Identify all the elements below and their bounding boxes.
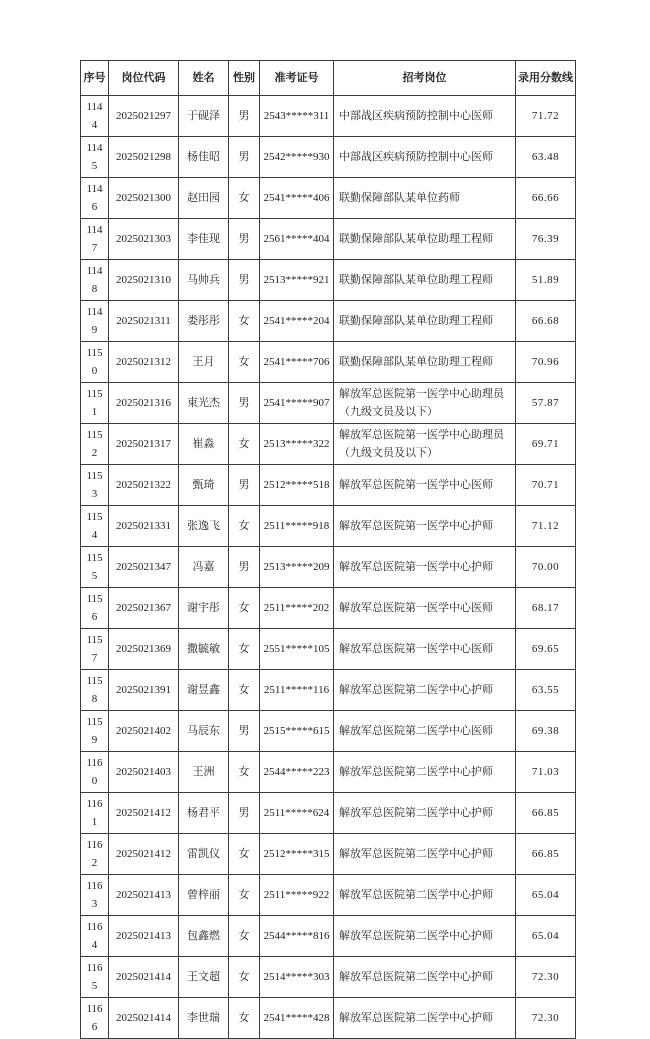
- cell-score: 70.00: [516, 547, 576, 588]
- cell-serial: 1160: [81, 752, 109, 793]
- cell-name: 马辰东: [179, 711, 229, 752]
- cell-serial: 1144: [81, 96, 109, 137]
- cell-serial: 1153: [81, 465, 109, 506]
- cell-position: 联勤保障部队某单位助理工程师: [334, 342, 516, 383]
- cell-serial: 1157: [81, 629, 109, 670]
- cell-code: 2025021312: [109, 342, 179, 383]
- cell-gender: 女: [229, 178, 260, 219]
- admission-score-table: [80, 60, 576, 1039]
- cell-code: 2025021369: [109, 629, 179, 670]
- cell-score: 71.72: [516, 96, 576, 137]
- header-cell-serial: 序号: [81, 61, 109, 96]
- cell-position: 解放军总医院第一医学中心助理员（九级文员及以下）: [334, 383, 516, 424]
- table-row: [81, 547, 576, 588]
- cell-ticket: 2561*****404: [260, 219, 334, 260]
- cell-position: 解放军总医院第一医学中心医师: [334, 465, 516, 506]
- table-row: [81, 711, 576, 752]
- cell-code: 2025021331: [109, 506, 179, 547]
- cell-position: 中部战区疾病预防控制中心医师: [334, 96, 516, 137]
- cell-score: 57.87: [516, 383, 576, 424]
- cell-gender: 女: [229, 670, 260, 711]
- table-row: [81, 670, 576, 711]
- table-row: [81, 219, 576, 260]
- cell-gender: 女: [229, 629, 260, 670]
- cell-score: 66.85: [516, 834, 576, 875]
- cell-position: 联勤保障部队某单位助理工程师: [334, 301, 516, 342]
- table-row: [81, 96, 576, 137]
- header-cell-ticket: 准考证号: [260, 61, 334, 96]
- cell-gender: 女: [229, 424, 260, 465]
- cell-position: 解放军总医院第一医学中心护师: [334, 506, 516, 547]
- cell-position: 解放军总医院第二医学中心护师: [334, 752, 516, 793]
- cell-serial: 1150: [81, 342, 109, 383]
- cell-name: 娄彤彤: [179, 301, 229, 342]
- cell-code: 2025021403: [109, 752, 179, 793]
- cell-position: 解放军总医院第二医学中心护师: [334, 793, 516, 834]
- cell-serial: 1149: [81, 301, 109, 342]
- cell-position: 联勤保障部队某单位药师: [334, 178, 516, 219]
- cell-name: 张逸飞: [179, 506, 229, 547]
- cell-position: 解放军总医院第二医学中心护师: [334, 998, 516, 1039]
- cell-name: 马帅兵: [179, 260, 229, 301]
- cell-position: 解放军总医院第一医学中心医师: [334, 629, 516, 670]
- cell-position: 解放军总医院第二医学中心护师: [334, 875, 516, 916]
- cell-score: 70.96: [516, 342, 576, 383]
- cell-score: 71.03: [516, 752, 576, 793]
- cell-serial: 1146: [81, 178, 109, 219]
- cell-gender: 女: [229, 916, 260, 957]
- header-cell-code: 岗位代码: [109, 61, 179, 96]
- cell-position: 解放军总医院第一医学中心医师: [334, 588, 516, 629]
- cell-serial: 1164: [81, 916, 109, 957]
- cell-serial: 1161: [81, 793, 109, 834]
- cell-code: 2025021298: [109, 137, 179, 178]
- cell-name: 王洲: [179, 752, 229, 793]
- cell-ticket: 2515*****615: [260, 711, 334, 752]
- cell-ticket: 2541*****204: [260, 301, 334, 342]
- cell-code: 2025021414: [109, 957, 179, 998]
- cell-score: 66.68: [516, 301, 576, 342]
- cell-name: 李佳现: [179, 219, 229, 260]
- table-row: [81, 260, 576, 301]
- cell-position: 解放军总医院第二医学中心护师: [334, 957, 516, 998]
- header-cell-gender: 性别: [229, 61, 260, 96]
- cell-name: 曾梓丽: [179, 875, 229, 916]
- cell-code: 2025021316: [109, 383, 179, 424]
- cell-serial: 1154: [81, 506, 109, 547]
- cell-ticket: 2513*****921: [260, 260, 334, 301]
- cell-code: 2025021391: [109, 670, 179, 711]
- cell-serial: 1147: [81, 219, 109, 260]
- table-row: [81, 342, 576, 383]
- table-row: [81, 752, 576, 793]
- cell-score: 72.30: [516, 957, 576, 998]
- cell-code: 2025021347: [109, 547, 179, 588]
- cell-gender: 女: [229, 752, 260, 793]
- cell-serial: 1162: [81, 834, 109, 875]
- cell-gender: 女: [229, 957, 260, 998]
- cell-name: 甄琦: [179, 465, 229, 506]
- table-row: [81, 424, 576, 465]
- cell-position: 中部战区疾病预防控制中心医师: [334, 137, 516, 178]
- cell-gender: 男: [229, 465, 260, 506]
- cell-name: 束光杰: [179, 383, 229, 424]
- cell-code: 2025021311: [109, 301, 179, 342]
- cell-code: 2025021402: [109, 711, 179, 752]
- cell-name: 崔淼: [179, 424, 229, 465]
- cell-score: 66.66: [516, 178, 576, 219]
- table-row: [81, 506, 576, 547]
- cell-gender: 男: [229, 137, 260, 178]
- cell-gender: 女: [229, 588, 260, 629]
- cell-name: 包鑫燃: [179, 916, 229, 957]
- cell-ticket: 2541*****907: [260, 383, 334, 424]
- cell-ticket: 2511*****918: [260, 506, 334, 547]
- table-body: [81, 96, 576, 1039]
- cell-serial: 1145: [81, 137, 109, 178]
- cell-score: 65.04: [516, 916, 576, 957]
- cell-code: 2025021412: [109, 793, 179, 834]
- cell-score: 69.38: [516, 711, 576, 752]
- cell-name: 赵田园: [179, 178, 229, 219]
- cell-ticket: 2511*****624: [260, 793, 334, 834]
- table-row: [81, 998, 576, 1039]
- cell-serial: 1152: [81, 424, 109, 465]
- cell-name: 谢宇彤: [179, 588, 229, 629]
- cell-gender: 男: [229, 383, 260, 424]
- cell-code: 2025021367: [109, 588, 179, 629]
- header-cell-score: 录用分数线: [516, 61, 576, 96]
- cell-gender: 女: [229, 834, 260, 875]
- cell-gender: 女: [229, 875, 260, 916]
- table-row: [81, 957, 576, 998]
- cell-serial: 1151: [81, 383, 109, 424]
- cell-ticket: 2541*****428: [260, 998, 334, 1039]
- cell-score: 72.30: [516, 998, 576, 1039]
- cell-position: 联勤保障部队某单位助理工程师: [334, 219, 516, 260]
- cell-ticket: 2541*****406: [260, 178, 334, 219]
- table-row: [81, 629, 576, 670]
- cell-score: 71.12: [516, 506, 576, 547]
- table-row: [81, 793, 576, 834]
- cell-position: 解放军总医院第二医学中心护师: [334, 834, 516, 875]
- table-row: [81, 588, 576, 629]
- table-row: [81, 834, 576, 875]
- cell-serial: 1165: [81, 957, 109, 998]
- cell-ticket: 2543*****311: [260, 96, 334, 137]
- cell-serial: 1158: [81, 670, 109, 711]
- cell-gender: 女: [229, 342, 260, 383]
- cell-gender: 男: [229, 711, 260, 752]
- cell-position: 解放军总医院第一医学中心护师: [334, 547, 516, 588]
- cell-name: 王月: [179, 342, 229, 383]
- cell-score: 69.71: [516, 424, 576, 465]
- cell-gender: 男: [229, 260, 260, 301]
- cell-ticket: 2512*****315: [260, 834, 334, 875]
- cell-code: 2025021300: [109, 178, 179, 219]
- cell-gender: 男: [229, 219, 260, 260]
- cell-position: 解放军总医院第二医学中心医师: [334, 711, 516, 752]
- cell-score: 63.55: [516, 670, 576, 711]
- cell-name: 于砚泽: [179, 96, 229, 137]
- cell-ticket: 2544*****816: [260, 916, 334, 957]
- header-row: [81, 61, 576, 96]
- cell-serial: 1159: [81, 711, 109, 752]
- header-cell-name: 姓名: [179, 61, 229, 96]
- cell-score: 76.39: [516, 219, 576, 260]
- table-row: [81, 137, 576, 178]
- table-row: [81, 465, 576, 506]
- cell-score: 66.85: [516, 793, 576, 834]
- cell-serial: 1163: [81, 875, 109, 916]
- header-cell-position: 招考岗位: [334, 61, 516, 96]
- cell-ticket: 2511*****922: [260, 875, 334, 916]
- cell-ticket: 2542*****930: [260, 137, 334, 178]
- cell-gender: 男: [229, 547, 260, 588]
- cell-score: 69.65: [516, 629, 576, 670]
- cell-name: 王文超: [179, 957, 229, 998]
- cell-code: 2025021413: [109, 916, 179, 957]
- cell-code: 2025021303: [109, 219, 179, 260]
- cell-ticket: 2511*****116: [260, 670, 334, 711]
- cell-gender: 男: [229, 96, 260, 137]
- cell-score: 70.71: [516, 465, 576, 506]
- cell-name: 冯嘉: [179, 547, 229, 588]
- cell-gender: 女: [229, 998, 260, 1039]
- table-row: [81, 383, 576, 424]
- cell-gender: 女: [229, 506, 260, 547]
- cell-ticket: 2512*****518: [260, 465, 334, 506]
- table-row: [81, 178, 576, 219]
- cell-position: 联勤保障部队某单位助理工程师: [334, 260, 516, 301]
- cell-score: 68.17: [516, 588, 576, 629]
- cell-gender: 女: [229, 301, 260, 342]
- cell-ticket: 2541*****706: [260, 342, 334, 383]
- table-row: [81, 301, 576, 342]
- cell-serial: 1155: [81, 547, 109, 588]
- cell-code: 2025021297: [109, 96, 179, 137]
- cell-serial: 1148: [81, 260, 109, 301]
- cell-name: 杨君平: [179, 793, 229, 834]
- cell-gender: 男: [229, 793, 260, 834]
- cell-code: 2025021414: [109, 998, 179, 1039]
- cell-name: 撒毓敏: [179, 629, 229, 670]
- cell-position: 解放军总医院第一医学中心助理员（九级文员及以下）: [334, 424, 516, 465]
- cell-score: 51.89: [516, 260, 576, 301]
- cell-score: 65.04: [516, 875, 576, 916]
- table-row: [81, 916, 576, 957]
- cell-code: 2025021413: [109, 875, 179, 916]
- cell-position: 解放军总医院第二医学中心护师: [334, 670, 516, 711]
- cell-ticket: 2511*****202: [260, 588, 334, 629]
- cell-ticket: 2513*****322: [260, 424, 334, 465]
- cell-position: 解放军总医院第二医学中心护师: [334, 916, 516, 957]
- cell-ticket: 2513*****209: [260, 547, 334, 588]
- cell-code: 2025021322: [109, 465, 179, 506]
- cell-ticket: 2551*****105: [260, 629, 334, 670]
- cell-score: 63.48: [516, 137, 576, 178]
- cell-code: 2025021310: [109, 260, 179, 301]
- table-row: [81, 875, 576, 916]
- cell-code: 2025021412: [109, 834, 179, 875]
- cell-ticket: 2514*****303: [260, 957, 334, 998]
- cell-name: 李世瑞: [179, 998, 229, 1039]
- cell-ticket: 2544*****223: [260, 752, 334, 793]
- cell-name: 杨佳昭: [179, 137, 229, 178]
- cell-name: 谢昱鑫: [179, 670, 229, 711]
- cell-name: 雷凯仪: [179, 834, 229, 875]
- cell-code: 2025021317: [109, 424, 179, 465]
- cell-serial: 1156: [81, 588, 109, 629]
- cell-serial: 1166: [81, 998, 109, 1039]
